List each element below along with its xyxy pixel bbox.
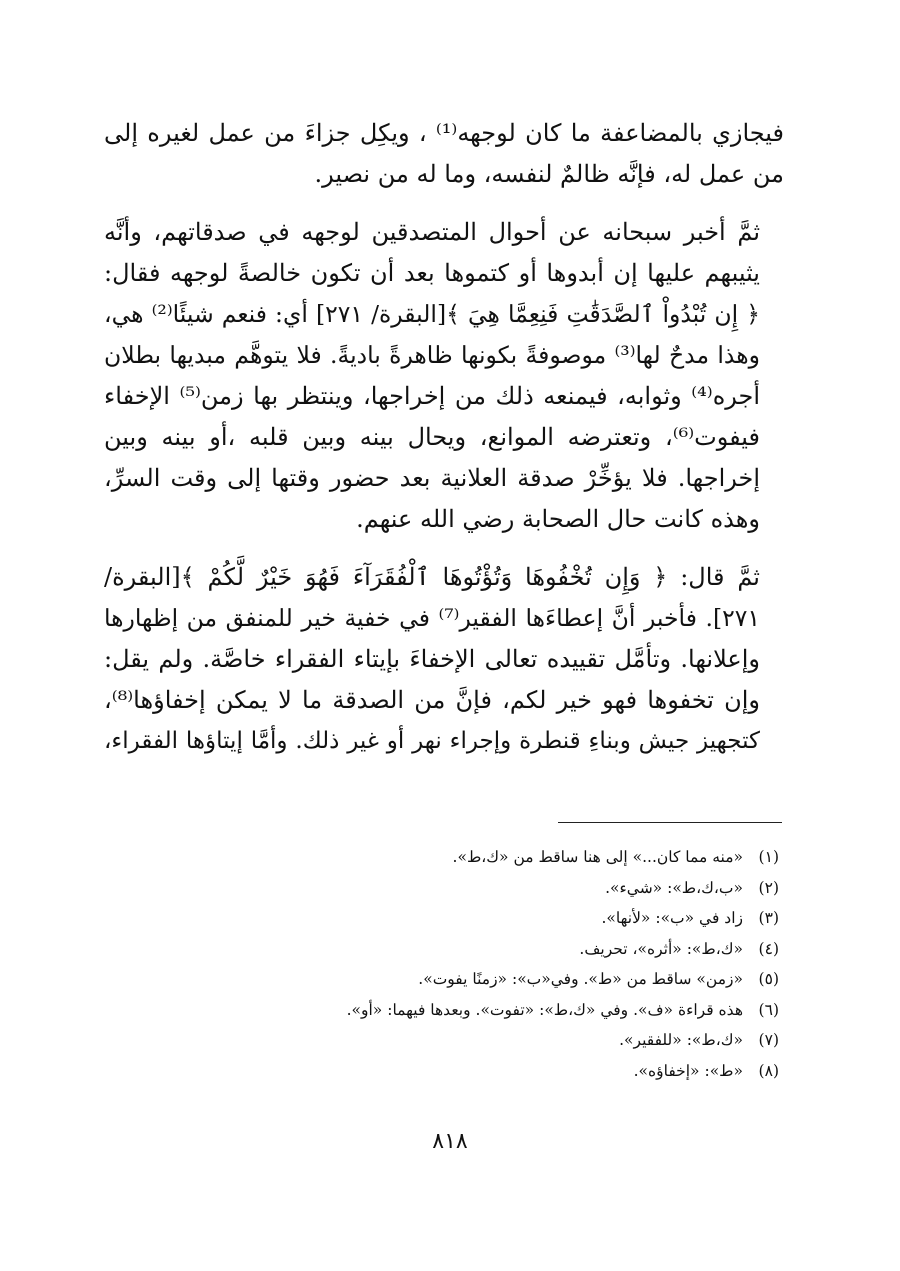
footnote-divider bbox=[558, 822, 782, 823]
footnote-number: (٧) bbox=[758, 1031, 779, 1049]
footnote-text: زاد في «ب»: «لأنها». bbox=[601, 909, 743, 927]
footnote-text: «ب،ك،ط»: «شيء». bbox=[605, 878, 743, 897]
footnote-item bbox=[219, 903, 779, 934]
footnote-item bbox=[219, 873, 779, 904]
quran-verse-line: ثمَّ قال: ﴿ وَإِن تُخْفُوهَا وَتُؤْتُوهَا ٱلْفُقَرَآءَ فَهُوَ خَيْرٌ لَّكُمْ ﴾[البقرة/ bbox=[104, 563, 760, 591]
text-line: يثيبهم عليها إن أبدوها أو كتموها بعد أن تكون خالصةً لوجهه فقال: bbox=[104, 259, 760, 287]
quran-verse-line: ﴿ إِن تُبْدُواْ ٱلصَّدَقَٰتِ فَنِعِمَّا هِيَ ﴾[البقرة/ ٢٧١] أي: فنعم شيئًا⁽²⁾ هي، bbox=[104, 300, 760, 328]
text-line: أجره⁽⁴⁾ وثوابه، فيمنعه ذلك من إخراجها، وينتظر بها زمن⁽⁵⁾ الإخفاء bbox=[104, 382, 761, 410]
text-line: وإن تخفوها فهو خير لكم، فإنَّ من الصدقة ما لا يمكن إخفاؤها⁽⁸⁾، bbox=[104, 686, 760, 714]
paragraph-3 bbox=[104, 557, 784, 762]
footnote-number: (٣) bbox=[758, 909, 779, 927]
footnote-item bbox=[219, 1056, 779, 1087]
footnote-item bbox=[219, 964, 779, 995]
text-line: وهذا مدحٌ لها⁽³⁾ موصوفةً بكونها ظاهرةً باديةً. فلا يتوهَّم مبديها بطلان bbox=[104, 341, 760, 369]
text-line: ثمَّ أخبر سبحانه عن أحوال المتصدقين لوجهه في صدقاتهم، وأنَّه bbox=[104, 218, 760, 246]
footnote-text: «ك،ط»: «للفقير». bbox=[619, 1031, 743, 1049]
main-text bbox=[104, 113, 784, 762]
footnote-number: (٦) bbox=[758, 1000, 779, 1019]
text-line: فيفوت⁽⁶⁾، وتعترضه الموانع، ويحال بينه وبين قلبه ،أو بينه وبين bbox=[104, 423, 760, 451]
text-line: فيجازي بالمضاعفة ما كان لوجهه⁽¹⁾ ، ويكِل جزاءَ من عمل لغيره إلى bbox=[104, 119, 784, 147]
footnote-text: «ط»: «إخفاؤه». bbox=[633, 1061, 743, 1080]
footnote-text: «ك،ط»: «أثره»، تحريف. bbox=[579, 939, 743, 958]
text-line: كتجهيز جيش وبناءِ قنطرة وإجراء نهر أو غير ذلك. وأمَّا إيتاؤها الفقراء، bbox=[104, 728, 760, 754]
text-line: وهذه كانت حال الصحابة رضي الله عنهم. bbox=[356, 505, 760, 533]
footnote-text: «منه مما كان...» إلى هنا ساقط من «ك،ط». bbox=[452, 848, 743, 866]
text-line: من عمل له، فإنَّه ظالمٌ لنفسه، وما له من نصير. bbox=[314, 160, 784, 188]
footnote-number: (٢) bbox=[758, 878, 779, 897]
footnote-item bbox=[219, 1025, 779, 1056]
footnote-number: (٤) bbox=[758, 939, 779, 958]
footnote-item bbox=[219, 934, 779, 965]
text-line: إخراجها. فلا يؤخِّرْ صدقة العلانية بعد حضور وقتها إلى وقت السرِّ، bbox=[104, 464, 760, 492]
footnote-number: (٨) bbox=[758, 1061, 779, 1080]
paragraph-1 bbox=[104, 113, 784, 195]
footnote-number: (٥) bbox=[758, 970, 779, 988]
footnote-text: هذه قراءة «ف». وفي «ك،ط»: «تفوت». وبعدها فيهما: «أو». bbox=[346, 1000, 743, 1019]
paragraph-2 bbox=[104, 212, 784, 540]
footnote-number: (١) bbox=[758, 848, 779, 866]
footnotes bbox=[219, 842, 779, 1086]
footnote-text: «زمن» ساقط من «ط». وفي«ب»: «زمنًا يفوت». bbox=[418, 970, 743, 988]
footnote-item bbox=[219, 842, 779, 873]
text-line: وإعلانها. وتأمَّل تقييده تعالى الإخفاءَ بإيتاء الفقراء خاصَّة. ولم يقل: bbox=[104, 645, 760, 673]
footnote-item bbox=[219, 995, 779, 1026]
text-line: ٢٧١]. فأخبر أنَّ إعطاءَها الفقير⁽⁷⁾ في خفية خير للمنفق من إظهارها bbox=[104, 604, 761, 632]
page-number: ٨١٨ bbox=[432, 1129, 468, 1154]
